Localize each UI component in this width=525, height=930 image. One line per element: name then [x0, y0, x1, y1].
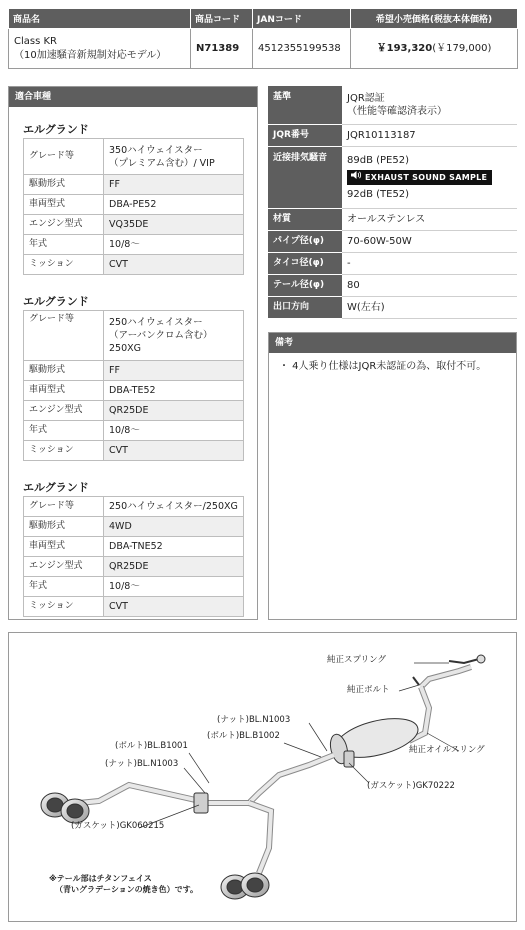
price-ex-tax: (￥179,000)	[432, 42, 492, 54]
noise-value-te52: 92dB (TE52)	[347, 188, 410, 200]
spec-label: 車両型式	[24, 537, 104, 557]
spec-row-pipe	[268, 230, 517, 252]
car-title: エルグランド	[23, 481, 89, 494]
spec-value: 10/8～	[104, 577, 244, 597]
product-name-note: （10加速騒音新規制対応モデル）	[14, 49, 167, 61]
standard-value: JQR認証 （性能等確認済表示）	[342, 86, 517, 124]
label-nut-2: (ナット)BL.N1003	[105, 759, 179, 769]
spec-row-model	[24, 537, 244, 557]
spec-value: CVT	[104, 597, 244, 617]
label-nut-1: (ナット)BL.N1003	[217, 715, 291, 725]
spec-row-model	[24, 195, 244, 215]
spec-label: グレード等	[24, 311, 104, 361]
spec-value: FF	[104, 175, 244, 195]
jqr-label: JQR番号	[268, 124, 342, 146]
spec-value: VQ35DE	[104, 215, 244, 235]
label-genuine-spring: 純正スプリング	[327, 655, 386, 665]
exhaust-diagram-panel	[8, 632, 517, 922]
spec-label: グレード等	[24, 139, 104, 175]
product-code: N71389	[191, 29, 253, 69]
spec-label: 年式	[24, 235, 104, 255]
material-value: オールステンレス	[342, 208, 517, 230]
spec-label: 車両型式	[24, 381, 104, 401]
spec-label: ミッション	[24, 441, 104, 461]
spec-row-noise	[268, 146, 517, 208]
spec-value: 250ハイウェイスター/250XG	[104, 497, 244, 517]
spec-label: エンジン型式	[24, 557, 104, 577]
spec-row-year	[24, 577, 244, 597]
spec-row-taiko	[268, 252, 517, 274]
remarks-heading: 備考	[269, 333, 516, 353]
remarks-panel	[268, 332, 517, 620]
spec-value: DBA-TNE52	[104, 537, 244, 557]
header-product-name: 商品名	[9, 9, 191, 29]
spec-value: QR25DE	[104, 557, 244, 577]
spec-row-grade	[24, 311, 244, 361]
tail-label: テール径(φ)	[268, 274, 342, 296]
product-name: Class KR	[14, 35, 57, 47]
price-cell	[351, 29, 518, 69]
material-label: 材質	[268, 208, 342, 230]
spec-label: 年式	[24, 577, 104, 597]
spec-row-year	[24, 421, 244, 441]
spec-row-year	[24, 235, 244, 255]
taiko-value: -	[342, 252, 517, 274]
spec-row-drive	[24, 517, 244, 537]
car-title: エルグランド	[23, 295, 89, 308]
spec-row-drive	[24, 361, 244, 381]
spec-value: CVT	[104, 441, 244, 461]
spec-row-transmission	[24, 255, 244, 275]
outlet-label: 出口方向	[268, 296, 342, 318]
applicable-vehicles-panel	[8, 86, 258, 620]
noise-cell	[342, 146, 517, 208]
spec-label: 駆動形式	[24, 175, 104, 195]
product-table-header	[9, 9, 518, 29]
product-name-cell	[9, 29, 191, 69]
exhaust-sound-sample-button[interactable]	[347, 170, 492, 185]
label-gasket-front: (ガスケット)GK060215	[71, 821, 165, 831]
price: ￥193,320	[376, 42, 433, 54]
spec-value: DBA-TE52	[104, 381, 244, 401]
spec-label: エンジン型式	[24, 401, 104, 421]
product-table	[8, 8, 518, 69]
spec-row-standard	[268, 86, 517, 124]
label-bolt-2: (ボルト)BL.B1001	[115, 741, 188, 751]
speaker-icon	[350, 170, 362, 185]
spec-label: グレード等	[24, 497, 104, 517]
spec-row-transmission	[24, 597, 244, 617]
pipe-value: 70-60W-50W	[342, 230, 517, 252]
noise-value-pe52: 89dB (PE52)	[347, 154, 409, 166]
car-block-2	[9, 293, 257, 461]
spec-label: 年式	[24, 421, 104, 441]
spec-row-grade	[24, 497, 244, 517]
spec-row-jqr	[268, 124, 517, 146]
diagram-note-line2: （青いグラデーションの焼き色）です。	[55, 885, 199, 894]
car-spec-table	[23, 496, 244, 617]
spec-row-drive	[24, 175, 244, 195]
spec-label: 駆動形式	[24, 361, 104, 381]
spec-row-model	[24, 381, 244, 401]
specifications-panel	[268, 86, 517, 322]
product-row	[9, 29, 518, 69]
car-block-1	[9, 121, 257, 275]
jan-code: 4512355199538	[253, 29, 351, 69]
car-block-3	[9, 479, 257, 617]
outlet-value: W(左右)	[342, 296, 517, 318]
spec-value: 10/8～	[104, 421, 244, 441]
spec-value: 10/8～	[104, 235, 244, 255]
spec-value: 350ハイウェイスター （プレミアム含む）/ VIP	[104, 139, 244, 175]
spec-label: エンジン型式	[24, 215, 104, 235]
spec-value: DBA-PE52	[104, 195, 244, 215]
spec-value: 250ハイウェイスター （アーバンクロム含む） 250XG	[104, 311, 244, 361]
header-product-code: 商品コード	[191, 9, 253, 29]
spec-table	[268, 86, 517, 319]
spec-row-grade	[24, 139, 244, 175]
spec-label: ミッション	[24, 255, 104, 275]
label-genuine-oil-ring: 純正オイルスリング	[409, 745, 485, 755]
spec-value: CVT	[104, 255, 244, 275]
header-price: 希望小売価格(税抜本体価格)	[351, 9, 518, 29]
remarks-text: ・ 4人乗り仕様はJQR未認証の為、取付不可。	[279, 361, 487, 372]
spec-row-outlet	[268, 296, 517, 318]
pipe-label: パイプ径(φ)	[268, 230, 342, 252]
car-spec-table	[23, 310, 244, 461]
header-jan-code: JANコード	[253, 9, 351, 29]
label-bolt-1: (ボルト)BL.B1002	[207, 731, 280, 741]
car-spec-table	[23, 138, 244, 275]
spec-row-engine	[24, 557, 244, 577]
spec-label: 駆動形式	[24, 517, 104, 537]
standard-label: 基準	[268, 86, 342, 124]
spec-row-transmission	[24, 441, 244, 461]
spec-label: 車両型式	[24, 195, 104, 215]
label-gasket-rear: (ガスケット)GK70222	[367, 781, 455, 791]
spec-row-engine	[24, 215, 244, 235]
spec-row-engine	[24, 401, 244, 421]
spec-row-material	[268, 208, 517, 230]
exhaust-sound-sample-label: EXHAUST SOUND SAMPLE	[365, 172, 488, 182]
noise-label: 近接排気騒音	[268, 146, 342, 208]
tail-value: 80	[342, 274, 517, 296]
spec-value: 4WD	[104, 517, 244, 537]
spec-value: QR25DE	[104, 401, 244, 421]
spec-label: ミッション	[24, 597, 104, 617]
applicable-heading: 適合車種	[9, 87, 257, 107]
car-title: エルグランド	[23, 123, 89, 136]
jqr-value: JQR10113187	[342, 124, 517, 146]
label-genuine-bolt: 純正ボルト	[347, 685, 390, 695]
diagram-note-line1: ※テール部はチタンフェイス	[49, 874, 152, 883]
spec-value: FF	[104, 361, 244, 381]
taiko-label: タイコ径(φ)	[268, 252, 342, 274]
spec-row-tail	[268, 274, 517, 296]
